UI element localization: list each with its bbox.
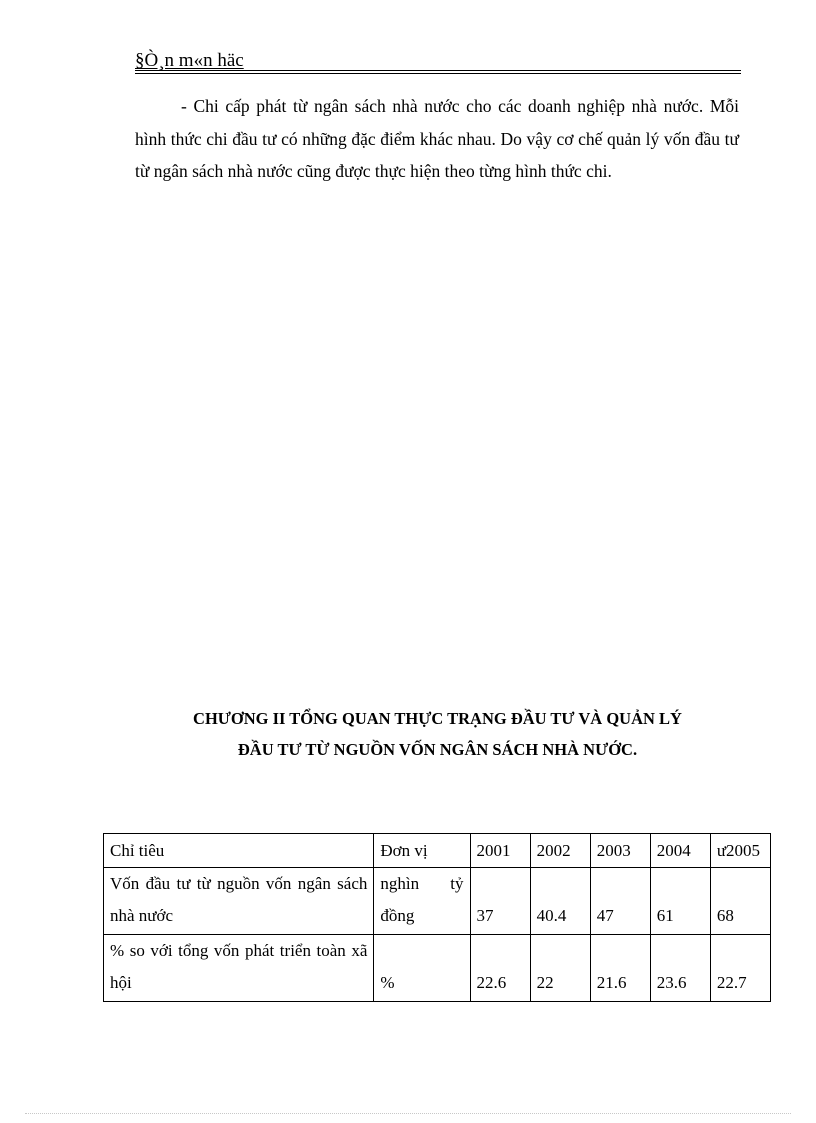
table-row: [104, 868, 771, 935]
header-2001: 2001: [470, 834, 530, 868]
footer-divider: [25, 1113, 791, 1114]
header-rule-double: [135, 73, 741, 74]
header-2003: 2003: [590, 834, 650, 868]
cell-2004: 61: [650, 868, 710, 935]
page-header: [135, 50, 741, 72]
cell-2003: 47: [590, 868, 650, 935]
unit-word-1: nghìn: [380, 874, 420, 893]
chapter-title-line-2: ĐẦU TƯ TỪ NGUỒN VỐN NGÂN SÁCH NHÀ NƯỚC.: [237, 740, 638, 759]
row-indicator: Vốn đầu tư từ nguồn vốn ngân sách nhà nước: [104, 868, 374, 935]
cell-2002: 22: [530, 935, 590, 1002]
unit-line-2: đồng: [380, 906, 415, 925]
chapter-title-line-1: CHƯƠNG II TỔNG QUAN THỰC TRẠNG ĐẦU TƯ VÀ QUẢN LÝ: [193, 709, 682, 728]
intro-section: [135, 90, 739, 188]
header-title: §Ò¸n m«n häc: [135, 50, 244, 71]
unit-line-1: [380, 868, 463, 900]
header-unit: Đơn vị: [374, 834, 470, 868]
header-2002: 2002: [530, 834, 590, 868]
cell-2001: 37: [470, 868, 530, 935]
cell-2005: 68: [710, 868, 770, 935]
header-2004: 2004: [650, 834, 710, 868]
cell-2005: 22.7: [710, 935, 770, 1002]
table-row: [104, 935, 771, 1002]
cell-2002: 40.4: [530, 868, 590, 935]
row-unit: [374, 868, 470, 935]
unit-word-2: tỷ: [450, 874, 464, 893]
cell-2003: 21.6: [590, 935, 650, 1002]
intro-paragraph: - Chi cấp phát từ ngân sách nhà nước cho các doanh nghiệp nhà nước. Mỗi hình thức chi đầu tư có những đặc điểm khác nhau. Do vậy cơ chế quản lý vốn đầu tư từ ngân sách nhà nước cũng được thực hiện theo từng hình thức chi.: [135, 96, 739, 181]
chapter-title: [100, 703, 775, 765]
row-indicator: % so với tổng vốn phát triển toàn xã hội: [104, 935, 374, 1002]
header-rule: [135, 70, 741, 71]
investment-table: [103, 833, 771, 1002]
header-indicator: Chỉ tiêu: [104, 834, 374, 868]
cell-2001: 22.6: [470, 935, 530, 1002]
row-unit: %: [374, 935, 470, 1002]
cell-2004: 23.6: [650, 935, 710, 1002]
header-2005: ư2005: [710, 834, 770, 868]
table-header-row: [104, 834, 771, 868]
